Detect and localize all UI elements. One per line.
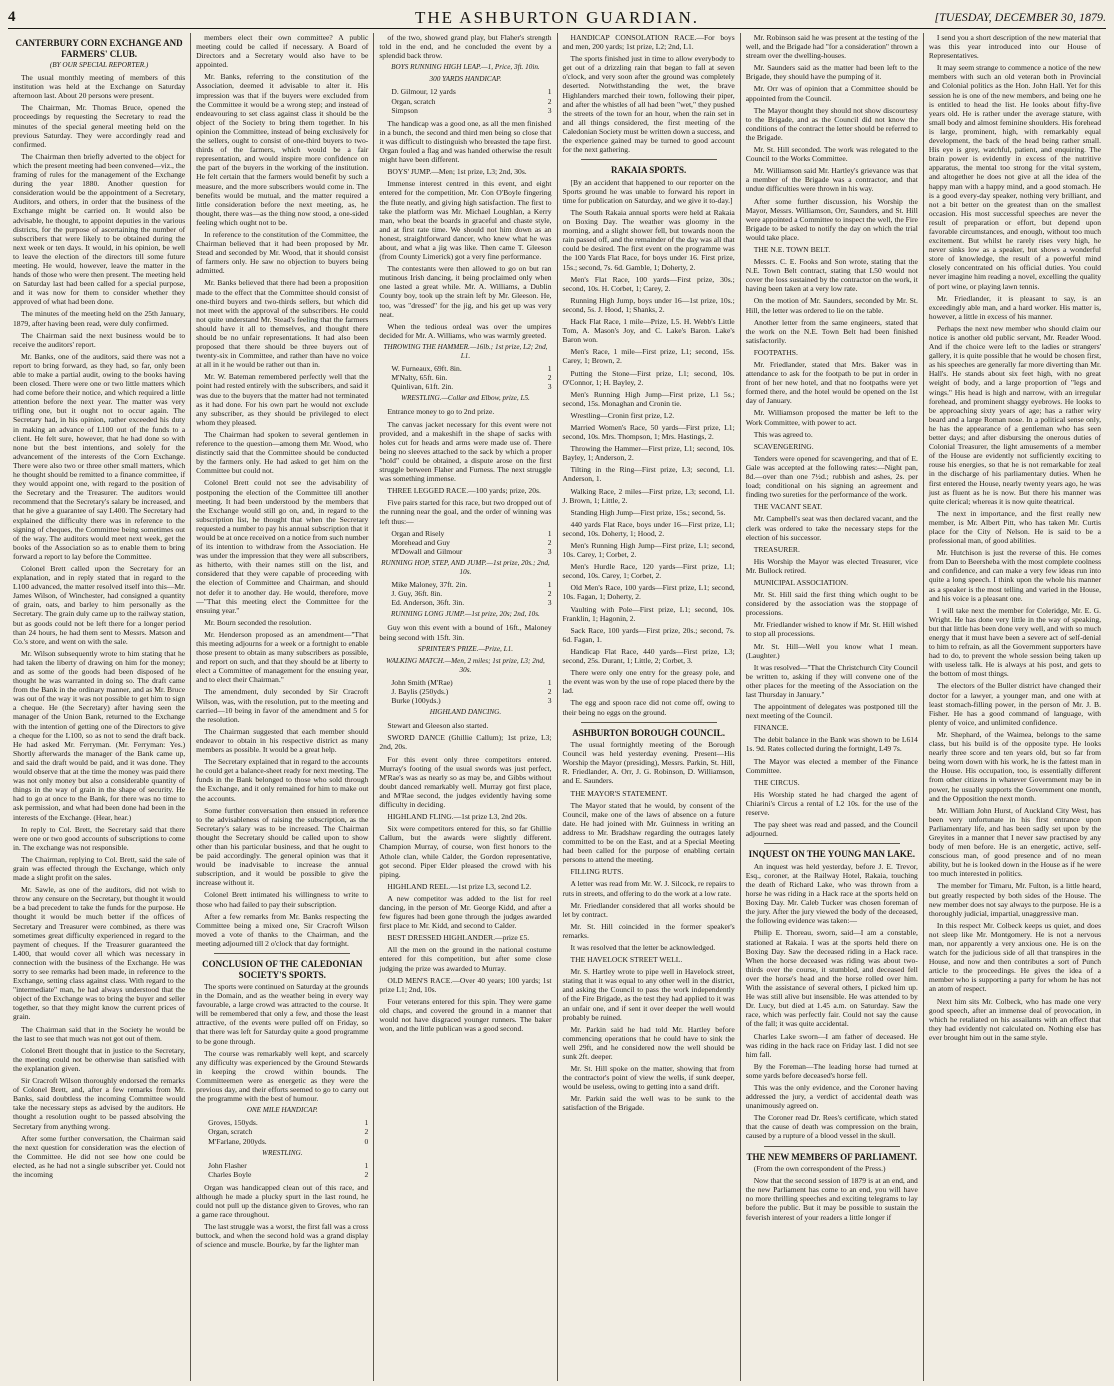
- placing: 3: [547, 105, 552, 115]
- paragraph: Wrestling—Cronin first prize, L2.: [570, 410, 675, 420]
- article-heading: RAKAIA SPORTS.: [611, 165, 687, 176]
- paragraph: After some further conversation, the Chairman said the next question for consideration was the election of the Committee. He did not see how one could be elected, as he had not a single subscriber yet. Could not the incoming: [13, 1133, 186, 1179]
- paragraph: Philip E. Thoreau, sworn, said—I am a constable, stationed at Rakaia. I was at the sports held there on Boxing Day. Saw the deceased riding in a Hack race. When the horse deceased was riding was about two-thirds over the course, it stumbled, and deceased fell over the horse's head and the horse rolled over him. With the assistance of several others, I picked him up. He was still alive but insensible. He was attended to by Dr. Lucy, but died at 1.45 a.m. on Saturday. Saw the race, which was perfectly fair. Could not say the cause of the fall; it was quite accidental.: [745, 928, 918, 1029]
- event-result: [379, 687, 551, 696]
- paragraph: Guy won this event with a bound of 16ft., Maloney being second with 15ft. 3in.: [379, 623, 552, 642]
- paragraph: THE VACANT SEAT.: [753, 502, 823, 512]
- paragraph: The sports finished just in time to allow everybody to get out of a drizzling rain that began to fall at seven o'clock, and very soon after the ground was completely deserted. Notwithstanding the wet, the brave Highlanders marched their town, following their piper, and after the whistles of all had been "wet," they pushed the streets of the town for an hour, when the rain set in and all things considered, the first meeting of the Caledonian Society must be written down a success, and the experience gained may be turned to good account for the next gathering.: [562, 54, 735, 155]
- paragraph: SCAVENGERING.: [753, 441, 814, 451]
- competitor: Ed. Anderson, 36ft. 3in.: [391, 598, 465, 608]
- event-name: HIGHLAND DANCING.: [429, 708, 502, 717]
- event-result: [379, 678, 551, 687]
- competitor: M'Dowall and Gilmour: [391, 546, 463, 556]
- paragraph: By the Foreman—The leading horse had turned at some yards before deceased's horse fell.: [745, 1061, 918, 1080]
- placing: 1: [547, 528, 552, 538]
- competitor: Charles Boyle: [208, 1169, 252, 1179]
- event-result: [379, 87, 551, 96]
- paragraph: HIGHLAND REEL.—1st prize L3, second L2.: [387, 881, 532, 891]
- placing: 2: [547, 373, 552, 383]
- event-name: RUNNING HOP, STEP, AND JUMP.—1st prize, 20s.; 2nd, 10s.: [381, 558, 550, 576]
- placing: 3: [547, 546, 552, 556]
- paragraph: Vaulting with Pole—First prize, L1; second, 10s. Franklin, 1; Hagonin, 2.: [562, 604, 735, 623]
- event-result: [379, 106, 551, 115]
- article-heading: CONCLUSION OF THE CALEDONIAN SOCIETY'S SPORTS.: [202, 959, 363, 980]
- paragraph: A new competitor was added to the list for reel dancing, in the person of Mr. George Kidd, and after a few figures had been gone through the judges awarded first place to Mr. Kidd, and second to Calder.: [379, 893, 552, 931]
- paragraph: BEST DRESSED HIGHLANDER.—prize £5.: [387, 933, 530, 943]
- event-result: [196, 1127, 368, 1136]
- divider: [581, 159, 717, 160]
- paragraph: Tilting in the Ring—First prize, L3; second, L1. Anderson, 1.: [562, 465, 735, 484]
- divider: [214, 953, 350, 954]
- paragraph: Men's Hurdle Race, 120 yards—First prize, L1; second, 10s. Carey, 1; Corbet, 2.: [562, 562, 735, 581]
- article-heading: CANTERBURY CORN EXCHANGE AND FARMERS' CLUB.: [15, 38, 183, 59]
- paragraph: Married Women's Race, 50 yards—First prize, L1; second, 10s. Mrs. Thompson, 1; Mrs. Hastings, 2.: [562, 422, 735, 442]
- event-result: [196, 1170, 368, 1179]
- competitor: M'Farlane, 200yds.: [208, 1136, 267, 1146]
- placing: 3: [547, 382, 552, 392]
- sports-event: [379, 529, 551, 556]
- paragraph: Perhaps the next new member who should claim our notice is another old public servant, Mr. Reader Wood. And if the choice were left to the ladies or strangers' gallery, it is quite possible that he would be chosen first, as his speeches are generally far more diverting than Mr. Hall's. He stands about six feet high, with no great weight of body, and a large proportion of "legs and wings." His head is high and narrow, with an irregular forehead, and prominent shaggy eyebrows. He looks to be approaching sixty years of age; has a rather wiry beard and a large Roman nose. In a political sense only, he has the appearance of a gentleman who has seen better days; and after disbursing the onerous duties of Colonial Treasurer, the light amusements of a member of the House are evidently not sufficiently exciting to rouse his energies, so that he is not remarkable for zeal in the discharge of his parliamentary duties. When he first entered the House, nearly twenty years ago, he was just as fluent as he is now. But there his manner was quite clerical; whereas it is now quite theatrical.: [928, 323, 1102, 506]
- sports-event: [196, 1106, 368, 1145]
- column-5: [741, 33, 924, 1381]
- paragraph: In reference to the constitution of the Committee, the Chairman believed that it had been proposed by Mr. Stead and seconded by Mr. Wood, that it should consist of farmers only. He saw no objection to buyers being admitted.: [196, 229, 369, 276]
- paragraph: The egg and spoon race did not come off, owing to their being no eggs on the ground.: [562, 698, 735, 717]
- paragraph: When the tedious ordeal was over the umpires decided for Mr. A. Williams, who was warmly greeted.: [379, 321, 552, 340]
- column-3: [374, 33, 557, 1381]
- paragraph: BOYS' JUMP.—Men; 1st prize, L3; 2nd, 30s.: [387, 167, 527, 177]
- paragraph: Stewart and Gleeson also started.: [387, 721, 489, 731]
- paragraph: The pay sheet was read and passed, and the Council adjourned.: [745, 820, 918, 839]
- paragraph: The sports were continued on Saturday at the grounds in the Domain, and as the weather being in every way favourable, a large crowd was attracted to the course. It will be remembered that only a few, and those the least attractive, of the events were pulled off on Friday, so that there was left for Saturday quite a good programme to be gone through.: [196, 982, 369, 1046]
- paragraph: THE N.E. TOWN BELT.: [753, 244, 831, 254]
- paragraph: The electors of the Buller district have changed their doctor for a lawyer, a younger man, and one with at least stomach-filling power, in the person of Mr. J. B. Fisher. He has a good command of language, with plenty of voice, and unlimited confidence.: [928, 681, 1102, 727]
- competitor: Groves, 150yds.: [208, 1118, 258, 1128]
- paragraph: In reply to Col. Brett, the Secretary said that there were one or two good accounts of subscriptions to come in. The exchange was not responsible.: [13, 824, 186, 852]
- paragraph: Men's Flat Race, 100 yards—First prize, 30s.; second, 10s. H. Corbet, 1; Carey, 2.: [562, 274, 735, 293]
- placing: 2: [547, 687, 552, 696]
- column-1: [8, 33, 191, 1381]
- paragraph: THE MAYOR'S STATEMENT.: [570, 788, 668, 798]
- paragraph: The amendment, duly seconded by Sir Cracroft Wilson, was, with the resolution, put to the meeting and carried—10 being in favor of the amendment and 5 for the resolution.: [196, 687, 369, 724]
- paragraph: OLD MEN'S RACE.—Over 40 years; 100 yards; 1st prize L1; 2nd, 10s.: [379, 975, 552, 994]
- sports-event: [379, 394, 551, 403]
- competitor: W. Furneaux, 69ft. 8in.: [391, 364, 462, 374]
- paragraph: It was resolved—"That the Christchurch City Council be written to, asking if they will convene one of the other places for the meeting of the Association on the last Thursday in January.": [745, 662, 918, 699]
- paragraph: The appointment of delegates was postponed till the next meeting of the Council.: [745, 702, 918, 721]
- article-heading: THE NEW MEMBERS OF PARLIAMENT.: [746, 1151, 917, 1162]
- competitor: John Smith (M'Rae): [391, 677, 453, 687]
- paragraph: It was resolved that the letter be acknowledged.: [570, 942, 716, 952]
- paragraph: Next him sits Mr. Colbeck, who has made one very good speech, after an immense deal of provocation, in which he retaliated on his assailants with an effect that they had evidently not calculated on. Nothing else has ever brought him out in the same style.: [928, 996, 1102, 1042]
- paragraph: Men's Running High Jump—First prize, L1; second, 10s. Carey, 1; Corbet, 2.: [562, 541, 735, 560]
- paragraph: Mr. Robinson said he was present at the testing of the well, and the Brigade had "for a consideration" thrown a stream over the dwelling-houses.: [745, 33, 918, 61]
- paragraph: Immense interest centred in this event, and eight entered for the competition, Mr. Con O'Boyle fingering the flute neatly, and giving high satisfaction. The first to take the platform was Mr. Michael Loughlan, a Kerry man, who beat the boards in graceful and chaste style, and at first rate time. We should not him down as an honest, straightforward dancer, who knew what he was about, and what a jig was like. Then came T. Gleeson (from County Limerick) got a very fine performance.: [379, 179, 552, 262]
- paragraph: It may seem strange to commence a notice of the new members with such an old veteran both in Provincial and Colonial politics as the Hon. John Hall. Yet for this session he is one of the new members, and being one he is entitled to head the list. He looks about fifty-five years old. He is rather under the average stature, with small body and almost feminine shoulders. His forehead is large, prominent, high, with remarkably equal development, the back of the head being rather small. His eye is grey, watchful, patient, and enquiring. The brain power is evidently in excess of the nutritive apparatus, the mental too strong for the vital system, and altogether he does not give at all the idea of the happy man with a happy mind, and a good stomach. He is a good every-day speaker, nothing very brilliant, and not a bit better on the greatest than on the smallest occasion. His most successful speeches are never the result of preparation or effort, but depend upon favorable circumstances, and enough, without too much excitement. But whilst he rarely rises very high, he never sinks low as a speaker, but shows a wonderful store of knowledge, the result of a powerful mind closely concentrated on his official duties. You could never imagine him reading a novel, excelling the quality of port wine, or playing lawn tennis.: [928, 63, 1102, 291]
- event-name: THROWING THE HAMMER.—16lb.; 1st prize, L2; 2nd, L1.: [383, 342, 548, 360]
- paragraph: Handicap Flat Race, 440 yards—First prize, L3; second, 25s. Durant, 1; Little, 2; Corbet, 3.: [562, 646, 735, 666]
- paragraph: THE HAVELOCK STREET WELL.: [570, 955, 683, 965]
- paragraph: Mr. Sawle, as one of the auditors, did not wish to throw any censure on the Secretary, but thought it would be a bad precedent to take the funds for the purpose. He thought it would be much better if the offices of Secretary and Treasurer were combined, as there was sometimes great difficulty experienced in regard to the payment of cheques. If the Treasurer guaranteed the L400, that would cover all which was necessary in connection with the business of the Exchange. He was sorry to see remarks had been made, in reference to the Exchange, setting class against class. With regard to the "intermediate" man, he had always understood that the object of the Exchange was to bring the buyer and seller together, so that they might know the current prices of grain.: [13, 885, 186, 1022]
- paragraph: Mr. Parkin said the well was to be sunk to the satisfaction of the Brigade.: [562, 1094, 735, 1113]
- paragraph: A letter was read from Mr. W. J. Silcock, re repairs to ruts in streets, and offering to do the work at a low rate.: [562, 879, 735, 898]
- paragraph: Charles Lake sworn—I am father of deceased. He was riding in the hack race on Friday last. I did not see him fall.: [745, 1031, 918, 1059]
- article-heading: ASHBURTON BOROUGH COUNCIL.: [572, 727, 725, 738]
- event-result: [379, 97, 551, 106]
- divider: [764, 1146, 900, 1147]
- columns: [8, 33, 1106, 1381]
- sports-event: [379, 75, 551, 114]
- paragraph: The Chairman said the next business would be to receive the auditors' report.: [13, 330, 186, 349]
- paragraph: FOOTPATHS.: [753, 347, 798, 357]
- event-name: BOYS RUNNING HIGH LEAP.—1, Price, 3ft. 10in.: [391, 63, 540, 72]
- newspaper-title: THE ASHBURTON GUARDIAN.: [414, 8, 700, 27]
- paragraph: Organ was handicapped clean out of this race, and although he made a plucky spurt in the last round, he could not pull up the distance given to Groves, who ran a game race throughout.: [196, 1182, 369, 1220]
- placing: 0: [364, 1136, 369, 1146]
- paragraph: The Chairman, Mr. Thomas Bruce, opened the proceedings by requesting the Secretary to read the minutes of the special general meeting held on the previous Saturday. They were accordingly read and confirmed.: [13, 103, 186, 149]
- competitor: J. Baylis (250yds.): [391, 687, 449, 696]
- paragraph: This was the only evidence, and the Coroner having addressed the jury, a verdict of accidental death was unanimously agreed on.: [745, 1082, 918, 1111]
- paragraph: Mr. Banks, referring to the constitution of the Association, deemed it advisable to alter it. His impression was that if the buyers were excluded from the Committee it would be a wrong step; and instead of endeavouring to set class against class it should be the object of the Society to bring them together. In his opinion the Committee, instead of being exclusively for the sellers, ought to consist of one-third buyers to two-thirds of the farmers, which would be a fair representation, and would inspire more confidence on the part of the buyers in the working of the institution. He felt certain that the farmers would benefit by such a measure, and the more subscribers would come in. The benefits would be mutual, and the matter required a little consideration before the next meeting, as, he thought, there was—as the thing now stood, a one-sided feeling which ought not to be.: [196, 72, 369, 227]
- event-name: WRESTLING.—Collar and Elbow, prize, L5.: [401, 394, 530, 403]
- paragraph: MUNICIPAL ASSOCIATION.: [753, 577, 849, 587]
- sports-event: [379, 610, 551, 619]
- paragraph: The Mayor thought they should not show discourtesy to the Brigade, and as the Council did not know the conditions of the contract the letter should be referred to the Brigade.: [745, 105, 918, 142]
- paragraph: Mr. Friedlander considered that all works should be let by contract.: [562, 900, 735, 919]
- paragraph: Mr. Parkin said he had told Mr. Hartley before commencing operations that he could have to sink the well 29ft, and he considered now the well should be sunk 2ft. deeper.: [562, 1024, 735, 1061]
- paragraph: Mr. Banks believed that there had been a proposition made to the effect that the Committee should consist of one-third buyers and two-thirds sellers, but which did not meet with the approval of the subscribers. He could not quite understand Mr. Stead's feeling that the farmers should have it all to themselves, and thought there should be no unfair representations. It had also been proposed that there should be three buyers out of twenty-six in Committee, and rather than have no voice at all in it he would be rather out than in.: [196, 278, 369, 370]
- competitor: Organ and Risely: [391, 528, 445, 538]
- paragraph: Sir Cracroft Wilson thoroughly endorsed the remarks of Colonel Brett, and, after a few remarks from Mr. Banks, said doubtless the incoming Committee would take the necessary steps as advised by the auditors. He thought a resolution ought to be passed absolving the Secretary from anything wrong.: [13, 1076, 186, 1131]
- event-name: 300 YARDS HANDICAP.: [429, 75, 502, 84]
- paragraph: THREE LEGGED RACE.—100 yards; prize, 20s.: [387, 486, 541, 496]
- paragraph: Mr. Williamson proposed the matter be left to the Work Committee, with power to act.: [745, 408, 918, 427]
- paragraph: This was agreed to.: [753, 429, 813, 439]
- sports-event: [379, 708, 551, 717]
- paragraph: Mr. Friedlander, stated that Mrs. Baker was in attendance to ask for the footpath to be put in order in front of her new hotel, and that no footpaths were yet formed there, and the hotel would be opened on the 1st day of January.: [745, 360, 918, 406]
- sports-event: [379, 645, 551, 654]
- competitor: D. Gilmour, 12 yards: [391, 87, 456, 97]
- placing: 3: [547, 696, 552, 706]
- paragraph: Mr. St. Hill—Well you know what I mean. (Laughter.): [745, 641, 918, 660]
- event-result: [379, 529, 551, 538]
- paragraph: After a few remarks from Mr. Banks respecting the Committee being a mixed one, Sir Cracroft Wilson moved a vote of thanks to the Chairman, and the meeting adjourned till 2 o'clock that day fortnight.: [196, 911, 369, 948]
- paragraph: I send you a short description of the new material that was this year introduced into our House of Representatives.: [928, 33, 1102, 61]
- paragraph: Six were competitors entered for this, so far Ghillie Callum, but the awards were slightly different. Champion Murray, of course, won first honors to the Athole clan, while Calder, the Gordon representative, got second. Piper Elder pleased the crowd with his piping.: [379, 824, 552, 879]
- article-heading: INQUEST ON THE YOUNG MAN LAKE.: [748, 849, 915, 860]
- paragraph: Colonel Brett intimated his willingness to write to those who had failed to pay their subscription.: [196, 890, 369, 909]
- column-2: [191, 33, 374, 1381]
- placing: 1: [547, 677, 552, 687]
- paragraph: The last struggle was a worst, the first fall was a cross buttock, and when the second hold was a grand display of science and muscle. Bourke, by far the lighter man: [196, 1222, 369, 1250]
- paragraph: The Secretary explained that in regard to the accounts he could get a balance-sheet ready for next meeting. The funds in the Bank belonged to those who sold through the Exchange, and it only remained for him to make out the accounts.: [196, 757, 369, 803]
- paragraph: The contestants were then allowed to go on but ran mutinous Irish dancing, it being proclaimed only when one lasted a great while. Mr. A. Williams, a Dublin County boy, took up the strain left by Mr. Gleeson. He, too, was "dressed" for the jig, and his get up was very neat.: [379, 264, 552, 319]
- divider: [581, 722, 717, 723]
- paragraph: of the two, showed grand play, but Flaher's strength told in the end, and he concluded the event by a splendid back throw.: [379, 33, 552, 61]
- placing: 2: [547, 96, 552, 106]
- competitor: Organ, scratch: [208, 1127, 253, 1137]
- paragraph: His Worship stated he had charged the agent of Chiarini's Circus a rental of L2 10s. for the use of the reserve.: [745, 789, 918, 818]
- event-name: SPRINTER'S PRIZE.—Prize, L1.: [417, 644, 514, 653]
- paragraph: Mr. Saunders said as the matter had been left to the Brigade, they should have the pumping of it.: [745, 63, 918, 82]
- paragraph: Four veterans entered for this spin. They were game old chaps, and covered the ground in a manner that would not have disgraced younger runners. The baker won, and the little publican was a good second.: [379, 996, 552, 1034]
- placing: 1: [364, 1160, 369, 1170]
- paragraph: The South Rakaia annual sports were held at Rakaia on Boxing Day. The weather was gloomy in the morning, and a slight shower fell, but towards noon the rain passed off, and the remainder of the day was all that could be desired. The first event on the programme was the 100 Yards Flat Race, for boys under 16. First prize, 15s.; second, 7s. 6d. Gamble, 1; Doherty, 2.: [562, 208, 735, 272]
- masthead: [8, 6, 1106, 29]
- paragraph: 440 yards Flat Race, boys under 16—First prize, L1; second, 10s. Doherty, 1; Hood, 2.: [562, 519, 735, 538]
- event-result: [379, 580, 551, 589]
- paragraph: Men's Race, 1 mile—First prize, L1; second, 15s. Carey, 1; Brown, 2.: [562, 347, 735, 366]
- paragraph: The Chairman then briefly adverted to the object for which the present meeting had been convened—viz., the framing of rules for the management of the Exchange during the year 1880. Another question for consideration would be the appointment of a Secretary, Auditors, and others, in order that the business of the Exchange might be carried on. It would also be advisable, he thought, to appoint deputies in the various districts, for the purpose of ascertaining the number of subscribers that were likely to be obtained during the next week or ten days. It would, in his opinion, be well to leave the election of the directors till some future meeting. He would, however, leave the matter in the hands of those who were then present. The meeting held on Saturday last had been called for a special purpose, and it was now for them to consider whether they approved of what had been done.: [13, 151, 186, 307]
- paragraph: The canvas jacket necessary for this event were not provided, and a makeshift in the shape of sacks with holes cut for heads and arms were made use of. There being no sleeves attached to the sack by which a proper "hold" could be obtained, a dispute arose on the first struggle between Flaher and Furness. The next struggle was something immense.: [379, 419, 552, 484]
- article-subheading: (BY OUR SPECIAL REPORTER.): [49, 61, 149, 69]
- event-name: ONE MILE HANDICAP.: [246, 1106, 318, 1115]
- paragraph: The Chairman, replying to Col. Brett, said the sale of grain was effected through the Exchange, which only made a slight profit on the sales.: [13, 854, 186, 883]
- paragraph: The usual monthly meeting of members of this institution was held at the Exchange on Saturday afternoon last. About 20 persons were present.: [13, 73, 186, 101]
- event-result: [196, 1137, 368, 1146]
- paragraph: Mr. Bourn seconded the resolution.: [204, 617, 312, 627]
- competitor: John Flasher: [208, 1160, 247, 1170]
- paragraph: Colonel Brett thought that in justice to the Secretary, the meeting could not be otherwise than satisfied with the explanation given.: [13, 1045, 186, 1073]
- paragraph: Messrs. C. E. Fooks and Son wrote, stating that the N.E. Town Belt contract, stating that L50 would not cover the loss sustained by the contractor on the work, it having been taken at a very low rate.: [745, 257, 918, 294]
- event-name: WRESTLING.: [261, 1148, 303, 1157]
- paragraph: Tenders were opened for scavengering, and that of E. Gale was accepted at the following rates:—Night pan, 8d.—over than one 7½d.; rubbish and ashes, 2s. per load; conditional on his signing an agreement and finding two sureties for the performance of the work.: [745, 453, 918, 500]
- paragraph: Five pairs started for this race, but two dropped out of the running near the goal, and the order of winning was left thus:—: [379, 498, 552, 526]
- competitor: Organ, scratch: [391, 96, 436, 106]
- paragraph: Another letter from the same engineers, stated that the work on the N.E. Town Belt had been finished satisfactorily.: [745, 317, 918, 345]
- paragraph: Putting the Stone—First prize, L1; second, 10s. O'Connor, 1; H. Bayley, 2.: [562, 368, 735, 387]
- paragraph: Now that the second session of 1879 is at an end, and the new Parliament has come to an end, you will have no more thrilling speeches and exciting telegrams to lay before the public. But it may be possible to sustain the feverish interest of your readers a little longer if: [745, 1176, 918, 1222]
- paragraph: Colonel Brett could not see the advisability of postponing the election of the Committee till another meeting. It had been understood by the members that the Exchange would still go on, and, in regard to the subscription list, he thought that when the Secretary requested a number to pay his annual subscription that it would be at once received on a notice from such number of its intention to withdraw from the Association. He was under the impression that they were all subscribers, as hitherto, with their names still on the list, and considered that they were capable of proceeding with the election of Committee and Chairman, and should not defer it to another day. He would, therefore, move—"That this meeting elect the Committee for the ensuing year.": [196, 478, 369, 615]
- competitor: Mike Maloney, 37ft. 2in.: [391, 580, 468, 590]
- event-result: [379, 364, 551, 373]
- event-result: [379, 547, 551, 556]
- paragraph: Mr. Friedlander, it is pleasant to say, is an exceedingly able man, and a hard worker. His matter is, however, a little in excess of his manner.: [928, 293, 1102, 321]
- paragraph: Colonel Brett called upon the Secretary for an explanation, and in reply stated that in regard to the L100 advanced, the matter resolved itself into this—Mr. James Wilson, of Winchester, had consigned a quantity of grain, oats, and barley to him personally as the Secretary. The grain duly came up to the railway station, but as goods could not be left there for a longer period than 24 hours, he had them sent to Messrs. Matson and Co.'s store, and went on with the sale.: [13, 563, 186, 646]
- paragraph: Mr. Shephard, of the Waimea, belongs to the same class, but his build is of the opposite type. He looks nearly three score and ten years old, but so far from being worn down with his work, he is the fattest man in the House. His occupation, too, is essentially different from other citizens in whatever Government may be in power, he usually supports the Government one month, and the Opposition the next month.: [928, 729, 1102, 803]
- paragraph: An inquest was held yesterday, before J. E. Trevor, Esq., coroner, at the Railway Hotel, Rakaia, touching the death of Richard Lake, who was thrown from a horse he was riding in a Hack race at the sports held on Boxing Day. Mr. Caleb Tucker was chosen foreman of the jury. After the jury viewed the body of the deceased, the following evidence was taken:—: [745, 861, 918, 926]
- paragraph: Mr. St. Hill said the first thing which ought to be considered by the association was the stoppage of processions.: [745, 590, 918, 618]
- paragraph: FILLING RUTS.: [570, 867, 624, 877]
- paragraph: The Chairman had spoken to several gentlemen in reference to the question—among them Mr. Wood, who distinctly said that the Committee should be conducted by the farmers only. He had asked to get him on the Committee but could not.: [196, 429, 369, 476]
- paragraph: I will take next the member for Coleridge, Mr. E. G. Wright. He has done very little in the way of speaking, but that little has been done very well, and with so much energy that it must have been a severe act of self-denial to him to refrain, as all the Government supporters have had to do, to prevent the whole session being taken up with useless talk. He is always at his post, and gets to the bottom of most things.: [928, 605, 1102, 679]
- placing: 2: [364, 1169, 369, 1179]
- paragraph: Mr. St. Hill spoke on the matter, showing that from the contractor's point of view the wells, if sunk deeper, would be useless, owing to getting into a sand drift.: [562, 1064, 735, 1092]
- paragraph: Entrance money to go to 2nd prize.: [387, 407, 495, 417]
- paragraph: Mr. Orr was of opinion that a Committee should be appointed from the Council.: [745, 84, 918, 103]
- sports-event: [379, 657, 551, 705]
- paragraph: On the motion of Mr. Saunders, seconded by Mr. St. Hill, the letter was ordered to lie on the table.: [745, 296, 918, 315]
- paragraph: Mr. William John Hurst, of Auckland City West, has been very unfortunate in his first entrance upon Parliamentary life, and has been sadly set upon by the Greyites in a manner that I never saw practised by any body of men before. He is an energetic, active, self-conscious man, of good presence and of no mean ability, but he is looked down in the House as if he were too much interested in politics.: [928, 805, 1102, 879]
- paragraph: Sack Race, 100 yards—First prize, 20s.; second, 7s. 6d. Fagan, 1.: [562, 625, 735, 644]
- competitor: Burke (100yds.): [391, 696, 441, 706]
- placing: 2: [364, 1127, 369, 1137]
- paragraph: Standing High Jump—First prize, 15s.; second, 5s.: [570, 507, 726, 517]
- paragraph: Mr. St. Hill coincided in the former speaker's remarks.: [562, 921, 735, 940]
- paragraph: The usual fortnightly meeting of the Borough Council was held yesterday evening. Present—His Worship the Mayor (presiding), Messrs. Parkin, St. Hill, R. Friedlander, A. Orr, J. G. Robinson, D. Williamson, and E. Saunders.: [562, 740, 735, 786]
- paragraph: All the men on the ground in the national costume entered for this competition, but after some close judging the prize was awarded to Murray.: [379, 945, 552, 973]
- paragraph: Mr. Friedlander wished to know if Mr. St. Hill wished to stop all processions.: [745, 620, 918, 639]
- paragraph: HIGHLAND FLING.—1st prize L3, 2nd 20s.: [387, 812, 527, 822]
- paragraph: Mr. Henderson proposed as an amendment—"That this meeting adjourns for a week or a fortnight to enable those present to obtain as many subscribers as possible, and report on such, and that they should be at liberty to elect a Committee of management for the ensuing year, and to elect their Chairman.": [196, 629, 369, 685]
- competitor: Quinlivan, 61ft. 2in.: [391, 382, 454, 392]
- paragraph: TREASURER.: [753, 544, 800, 554]
- sports-event: [379, 63, 551, 72]
- paragraph: THE CIRCUS.: [753, 777, 800, 787]
- placing: 3: [547, 598, 552, 608]
- paragraph: The Coroner read Dr. Rees's certificate, which stated that the cause of death was compression on the brain, caused by a rupture of a blood vessel in the skull.: [745, 1113, 918, 1141]
- placing: 2: [547, 537, 552, 547]
- event-name: RUNNING LONG JUMP.—1st prize, 20s; 2nd, 10s.: [391, 610, 540, 619]
- paragraph: The Chairman suggested that each member should endeavor to obtain in his respective district as many members as possible. It would be a great help.: [196, 726, 369, 755]
- paragraph: HANDICAP CONSOLATION RACE.—For boys and men, 200 yards; 1st prize, L2; 2nd, L1.: [562, 33, 735, 52]
- event-result: [379, 696, 551, 705]
- paragraph: Mr. S. Hartley wrote to pipe well in Havelock street, stating that it was equal to any other well in the district, and asking the Council to pass the work independently of the Fire Brigade, as the test they had applied to it was an unfair one, and if sent it over deeper the well would probably be ruined.: [562, 967, 735, 1022]
- paragraph: Running High Jump, boys under 16—1st prize, 10s.; second, 5s. J. Hood, 1; Shanks, 2.: [562, 295, 735, 314]
- paragraph: The Mayor stated that he would, by consent of the Council, make one of the laws of absence on a future date. He had joined with Mr. Guinness in writing an address to Mr. Bradshaw regarding the outrages lately committed to be on the East, and at a Special Meeting had been called for the purpose of enabling certain persons to attend the meeting.: [562, 800, 735, 865]
- event-result: [196, 1118, 368, 1127]
- paragraph: The member for Timaru, Mr. Fulton, is a little heard, but greatly respected by both sides of the House. The new member does not say always to the purpose. He is a thoroughly judicial, impartial, unaggressive man.: [928, 881, 1102, 918]
- sports-event: [379, 559, 551, 607]
- event-result: [379, 589, 551, 598]
- paragraph: Throwing the Hammer—First prize, L1; second, 10s. Bayley, 1; Anderson, 2.: [562, 444, 735, 463]
- competitor: Morehead and Guy: [391, 537, 450, 547]
- paragraph: In this respect Mr. Colbeck keeps us quiet, and does not sleep like Mr. Montgomery. He is not a nervous man, nor apparently a very anxious one. He is on the watch for the judicious side of all that transpires in the House, and now and then contributes a sort of Punch article to the proceedings. He gives the idea of a member who is supporting a party for whom he has not an atom of respect.: [928, 920, 1102, 994]
- event-name: WALKING MATCH.—Men, 2 miles; 1st prize, L3; 2nd, 30s.: [386, 656, 545, 674]
- paragraph: The debit balance in the Bank was shown to be L614 1s. 9d. Rates collected during the fortnight, L49 7s.: [745, 735, 918, 754]
- paragraph: Mr. Wilson subsequently wrote to him stating that he had taken the liberty of drawing on him for the money; and as some of the goods had been disposed of he thought he was warranted in doing so. The draft came from the Bank in the ordinary manner, and as Mr. Bruce was out of the way it was not possible to get him to sign a cheque. He (the Secretary) after having seen the manager of the Union Bank, returned to the Exchange with the intention of getting one of the Directors to give a cheque for the L100, so as not to send the draft back. He had asked Mr. Ferryman. (Mr. Ferryman: Yes.) Shortly afterwards the manager of the Bank came up, and said the draft would be paid, and it was done. They would observe that at the time the money was paid there was not only money but also a considerable quantity of things in the way of grain in the shape of security. He had to go at once to the Bank, for there was no time to ask permission, and what had been done had been in the interests of the Exchange. (Hear, hear.): [13, 648, 186, 822]
- event-result: [196, 1161, 368, 1170]
- paragraph: Mr. Campbell's seat was then declared vacant, and the clerk was ordered to take the necessary steps for the election of his successor.: [745, 514, 918, 542]
- competitor: J. Guy, 36ft. 8in.: [391, 589, 443, 599]
- paragraph: His Worship the Mayor was elected Treasurer, vice Mr. Bullock retired.: [745, 556, 918, 575]
- placing: 1: [547, 580, 552, 590]
- event-result: [379, 598, 551, 607]
- placing: 1: [547, 87, 552, 97]
- paragraph: For this event only three competitors entered. Murray's footing of the usual swords was just perfect, M'Rae's was as nearly so as may be, and Gibbs without doubt danced remarkably well. Murray got first place, and M'Rae second, the judges evidently having some difficulty in deciding.: [379, 754, 552, 810]
- paragraph: Hack Flat Race, 1 mile—Prize, L5. H. Webb's Little Tom, A. Mason's Joy, and C. Lake's Baron. Lake's Baron won.: [562, 317, 735, 345]
- competitor: M'Nalty, 65ft. 6in.: [391, 373, 448, 383]
- sports-event: [196, 1149, 368, 1179]
- column-4: [558, 33, 741, 1381]
- placing: 1: [547, 364, 552, 374]
- page-number: 4: [8, 9, 16, 25]
- paragraph: Walking Race, 2 miles—First prize, L3; second, L1. J. Brown, 1; Little, 2.: [562, 486, 735, 505]
- paragraph: Mr. St. Hill seconded. The work was relegated to the Council to the Works Committee.: [745, 145, 918, 164]
- divider: [764, 843, 900, 844]
- paragraph: FINANCE.: [753, 723, 789, 733]
- paragraph: Old Men's Race, 100 yards—First prize, L1; second, 10s. Fagan, 1; Doherty, 2.: [562, 583, 735, 602]
- column-6: [924, 33, 1106, 1381]
- paragraph: (From the own correspondent of the Press.): [753, 1164, 886, 1174]
- paragraph: There were only one entry for the greasy pole, and the event was won by the use of rope placed there by the lad.: [562, 668, 735, 696]
- paragraph: [By an accident that happened to our reporter on the Sports ground he was unable to forward his report in time for publication on Saturday, and we give it to-day.]: [562, 177, 735, 205]
- paragraph: The Mayor was elected a member of the Finance Committee.: [745, 756, 918, 775]
- paragraph: Some further conversation then ensued in reference to the advisableness of raising the subscription, as the Secretary's salary was to be increased. The Chairman thought the Secretary should be called upon to show other than his particular business, and that he ought to be paid accordingly. The general opinion was that it would be inadvisable to increase the annual subscription, and it would be possible to give the increase without it.: [196, 805, 369, 888]
- paragraph: members elect their own committee? A public meeting could be called if necessary. A Board of Directors and a Secretary would also have to be appointed.: [196, 33, 369, 70]
- paragraph: Mr. W. Bateman remembered perfectly well that the point had rested entirely with the subscribers, and said it was due to the buyers that the matter had not terminated as it had done. For his own part he would not exclude any subscriber, as they should be privileged to elect whom they pleased.: [196, 372, 369, 427]
- paragraph: SWORD DANCE (Ghillie Callum); 1st prize, L3; 2nd, 20s.: [379, 733, 552, 752]
- event-result: [379, 538, 551, 547]
- placing: 1: [364, 1118, 369, 1128]
- placing: 2: [547, 589, 552, 599]
- paragraph: Mr. Banks, one of the auditors, said there was not a report to bring forward, as they had, so far, only been able to make a partial audit, owing to the books having been closed. There were one or two little matters which had come before their notice, and which required a little attention before the next year. The matter was very trifling one, but it ought not to occur again. The Secretary had, in his opinion, rather exceeded his duty in making an advance of L100 out of the funds to a client. He felt sure, however, that he had done so with none but the best intentions, and solely for the advancement of the interests of the Corn Exchange. There were also two or three other small matters, which he thought should be remitted to a finance committee, if they would appoint one, with regard to the position of the Secretary and the Treasurer. The auditors would recommend that the Secretary's salary be increased, and that he give a guarantee of say L400. The Secretary had explained the difficulty there was in reference to the signing of cheques, the Committee being sometimes out of the way. The auditors would meet next week, get the books of the Association so as to enable them to bring forward a report to lay before the Committee.: [13, 351, 186, 561]
- paragraph: The course was remarkably well kept, and scarcely any difficulty was experienced by the Ground Stewards in keeping the crowd within bounds. The Committeemen were as energetic as they were the previous day, and their efforts seemed to go to carry out the programme with the best of humour.: [196, 1048, 369, 1104]
- event-result: [379, 382, 551, 391]
- sports-event: [379, 343, 551, 391]
- paragraph: Mr. Hutchison is just the reverse of this. He comes from Dan to Beersheba with the most complete coolness and confidence, and can make a very few ideas run into quite a long speech. I think upon the whole his manner as a speaker is the most telling and varied in the House, and his voice is a pleasant one.: [928, 548, 1102, 603]
- paragraph: The Chairman said that in the Society he would be the last to see that much was not got out of them.: [13, 1024, 186, 1043]
- paragraph: The handicap was a good one, as all the men finished in a bunch, the second and third men being so close that it was difficult to distinguish who breasted the tape first. Organ fouled a flag and was handed otherwise the result might have been different.: [379, 118, 552, 165]
- issue-date: [TUESDAY, DECEMBER 30, 1879.: [934, 10, 1106, 24]
- competitor: Simpson: [391, 105, 418, 115]
- paragraph: The minutes of the meeting held on the 25th January, 1879, after having been read, were duly confirmed.: [13, 309, 186, 328]
- paragraph: The next in importance, and the first really new member, is Mr. Albert Pitt, who has taken Mr. Curtis place for the City of Nelson. He is said to be a professional man, of good abilities.: [928, 508, 1102, 546]
- event-result: [379, 373, 551, 382]
- paragraph: Men's Running High Jump—First prize, L1 5s.; second, 15s. Monaghan and Cronin tie.: [562, 389, 735, 408]
- paragraph: Mr. Williamson said Mr. Hartley's grievance was that a member of the Brigade was a contractor, and that undue difficulties were thrown in his way.: [745, 166, 918, 194]
- paragraph: After some further discussion, his Worship the Mayor, Messrs. Williamson, Orr, Saunders, and St. Hill were appointed a Committee to inspect the well, the Fire Brigade to be asked to notify the day on which the trial would take place.: [745, 196, 918, 242]
